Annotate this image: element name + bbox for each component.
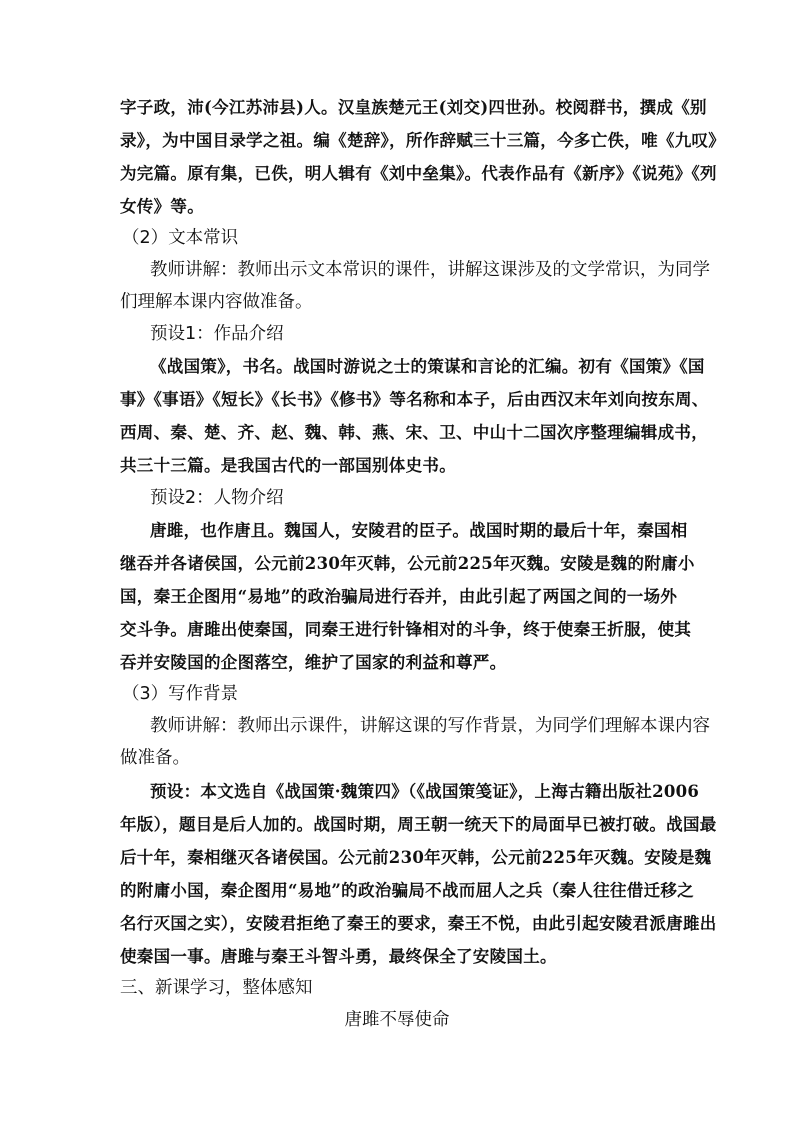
teacher-explanation-2: 教师讲解：教师出示课件，讲解这课的写作背景，为同学们理解本课内容 <box>150 716 710 736</box>
work-intro-line-4: 共三十三篇。是我国古代的一部国别体史书。 <box>120 456 456 475</box>
preset-1-heading: 预设1：作品介绍 <box>150 324 284 344</box>
background-line-1: 预设：本文选自《战国策·魏策四》（《战国策笺证》，上海古籍出版社2006 <box>150 782 700 801</box>
work-intro-line-1: 《战国策》，书名。战国时游说之士的策谋和言论的汇编。初有《国策》《国 <box>150 357 705 376</box>
background-line-6: 使秦国一事。唐雎与秦王斗智斗勇，最终保全了安陵国土。 <box>120 947 557 966</box>
section-heading-background: （3）写作背景 <box>122 684 239 704</box>
background-line-5: 名行灭国之实），安陵君拒绝了秦王的要求，秦王不悦，由此引起安陵君派唐雎出 <box>120 914 717 933</box>
background-line-2: 年版），题目是后人加的。战国时期，周王朝一统天下的局面早已被打破。战国最 <box>120 815 717 834</box>
person-intro-line-2: 继吞并各诸侯国，公元前230年灭韩，公元前225年灭魏。安陵是魏的附庸小 <box>120 554 695 573</box>
work-intro-line-2: 事》《事语》《短长》《长书》《修书》等名称和本子，后由西汉末年刘向按东周、 <box>120 390 709 409</box>
bio-line-2: 录》，为中国目录学之祖。编《楚辞》，所作辞赋三十三篇，今多亡佚，唯《九叹》 <box>120 131 726 150</box>
work-intro-line-3: 西周、秦、楚、齐、赵、魏、韩、燕、宋、卫、中山十二国次序整理编辑成书， <box>120 423 708 442</box>
bio-line-1: 字子政，沛(今江苏沛县)人。汉皇族楚元王(刘交)四世孙。校阅群书，撰成《别 <box>120 98 707 117</box>
teacher-explanation-1-cont: 们理解本课内容做准备。 <box>120 292 313 312</box>
teacher-explanation-2-cont: 做准备。 <box>120 748 190 768</box>
background-line-3: 后十年，秦相继灭各诸侯国。公元前230年灭韩，公元前225年灭魏。安陵是魏 <box>120 848 712 867</box>
bio-line-4: 女传》等。 <box>120 197 204 216</box>
background-line-4: 的附庸小国，秦企图用“易地”的政治骗局不战而屈人之兵（秦人往往借迁移之 <box>120 881 694 900</box>
person-intro-line-3: 国，秦王企图用“易地”的政治骗局进行吞并，由此引起了两国之间的一场外 <box>120 587 678 606</box>
lesson-title: 唐雎不辱使命 <box>344 1010 450 1030</box>
bio-line-3: 为完篇。原有集，已佚，明人辑有《刘中垒集》。代表作品有《新序》《说苑》《列 <box>120 164 717 183</box>
person-intro-line-5: 吞并安陵国的企图落空，维护了国家的利益和尊严。 <box>120 653 507 672</box>
person-intro-line-4: 交斗争。唐雎出使秦国，同秦王进行针锋相对的斗争，终于使秦王折服，使其 <box>120 620 692 639</box>
teacher-explanation-1: 教师讲解：教师出示文本常识的课件，讲解这课涉及的文学常识，为同学 <box>150 260 710 280</box>
preset-2-heading: 预设2：人物介绍 <box>150 488 284 508</box>
section-heading-text-knowledge: （2）文本常识 <box>122 228 239 248</box>
person-intro-line-1: 唐雎，也作唐且。魏国人，安陵君的臣子。战国时期的最后十年，秦国相 <box>150 521 688 540</box>
section-heading-new-lesson: 三、新课学习，整体感知 <box>120 978 313 998</box>
